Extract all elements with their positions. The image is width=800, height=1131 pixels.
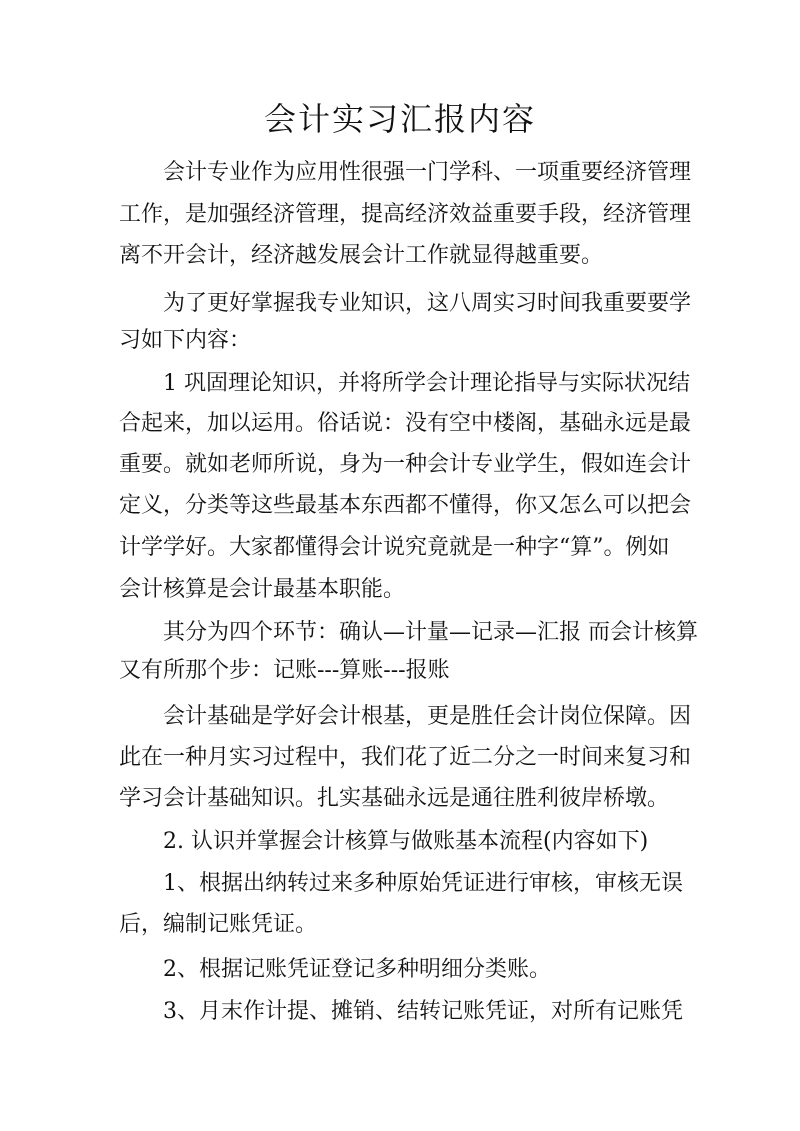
paragraph-line: 定义，分类等这些最基本东西都不懂得，你又怎么可以把会	[119, 493, 692, 518]
paragraph-line: 其分为四个环节：确认—计量—记录—汇报 而会计核算	[163, 620, 698, 645]
paragraph-line: 为了更好掌握我专业知识，这八周实习时间我重要要学	[163, 291, 692, 316]
paragraph-line: 合起来，加以运用。俗话说：没有空中楼阁，基础永远是最	[119, 411, 692, 436]
paragraph-line: 后，编制记账凭证。	[119, 912, 318, 937]
paragraph-line: 会计专业作为应用性很强一门学科、一项重要经济管理	[163, 160, 692, 185]
paragraph-line: 离不开会计，经济越发展会计工作就显得越重要。	[119, 243, 604, 268]
paragraph-line: 学习会计基础知识。扎实基础永远是通往胜利彼岸桥墩。	[119, 786, 670, 811]
paragraph-line: 此在一种月实习过程中，我们花了近二分之一时间来复习和	[119, 745, 692, 770]
paragraph-line: 习如下内容：	[119, 328, 252, 353]
paragraph-line: 又有所那个步：记账---算账---报账	[119, 658, 450, 683]
paragraph-line: 2. 认识并掌握会计核算与做账基本流程(内容如下)	[163, 829, 649, 854]
paragraph-line: 3、月末作计提、摊销、结转记账凭证，对所有记账凭	[163, 999, 683, 1024]
paragraph-line: 会计基础是学好会计根基，更是胜任会计岗位保障。因	[163, 704, 692, 729]
paragraph-line: 计学学好。大家都懂得会计说究竟就是一种字“算”。例如	[119, 535, 670, 560]
paragraph-line: 2、根据记账凭证登记多种明细分类账。	[163, 957, 551, 982]
paragraph-line: 1、根据出纳转过来多种原始凭证进行审核，审核无误	[163, 871, 683, 896]
paragraph-line: 1 巩固理论知识，并将所学会计理论指导与实际状况结	[163, 371, 690, 396]
document-title: 会计实习汇报内容	[263, 100, 536, 138]
paragraph-line: 会计核算是会计最基本职能。	[119, 577, 406, 602]
paragraph-line: 重要。就如老师所说，身为一种会计专业学生，假如连会计	[119, 452, 692, 477]
paragraph-line: 工作，是加强经济管理，提高经济效益重要手段，经济管理	[119, 202, 692, 227]
